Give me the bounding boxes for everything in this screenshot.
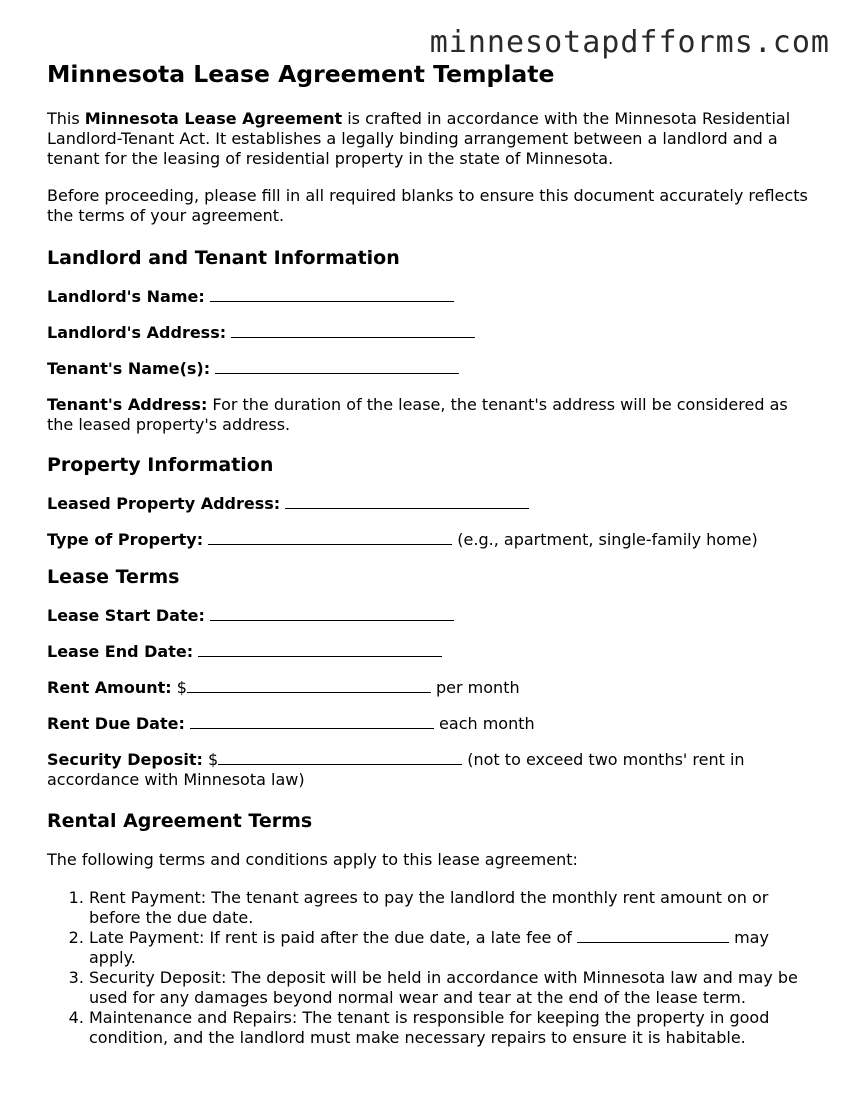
field-label: Tenant's Name(s): (47, 359, 211, 378)
currency-symbol: $ (171, 678, 187, 697)
tenant-names-field (47, 359, 817, 379)
landlord-name-field (47, 287, 817, 307)
instructions-paragraph: Before proceeding, please fill in all required blanks to ensure this document accurately reflects the terms of your agreement. (47, 186, 808, 225)
section-heading-landlord-tenant: Landlord and Tenant Information (47, 247, 400, 269)
field-label: Security Deposit: (47, 750, 203, 769)
document-title: Minnesota Lease Agreement Template (47, 60, 555, 88)
tenant-address-field (47, 395, 817, 435)
landlord-address-field (47, 323, 817, 343)
field-label: Lease Start Date: (47, 606, 205, 625)
security-deposit-suffix: (not to exceed two months' rent in accordance with Minnesota law) (47, 750, 745, 789)
rent-due-suffix: each month (433, 714, 535, 733)
section-heading-lease-terms: Lease Terms (47, 566, 180, 588)
field-label: Type of Property: (47, 530, 204, 549)
rent-due-blank[interactable] (190, 714, 434, 729)
field-label: Tenant's Address: (47, 395, 208, 414)
landlord-address-blank[interactable] (231, 323, 475, 338)
rental-terms-list (47, 888, 817, 1048)
tenant-address-text: For the duration of the lease, the tenant's address will be considered as the leased property's address. (47, 395, 788, 434)
list-item-text-rest: may apply. (89, 928, 769, 967)
lease-end-field (47, 642, 817, 662)
field-label: Lease End Date: (47, 642, 194, 661)
section-heading-rental-terms: Rental Agreement Terms (47, 810, 313, 832)
rent-due-field (47, 714, 817, 734)
property-address-blank[interactable] (285, 494, 529, 509)
tenant-names-blank[interactable] (215, 359, 459, 374)
field-label: Rent Due Date: (47, 714, 185, 733)
field-label: Rent Amount: (47, 678, 172, 697)
list-item: 4. Maintenance and Repairs: The tenant is responsible for keeping the property in good condition, and the landlord must make necessary repairs to ensure it is habitable. (89, 1008, 817, 1048)
field-label: Landlord's Name: (47, 287, 205, 306)
security-deposit-field (47, 750, 817, 790)
document-page (47, 58, 817, 1048)
intro-bold-text: Minnesota Lease Agreement (84, 109, 343, 128)
rent-amount-suffix: per month (430, 678, 520, 697)
intro-text-rest: is crafted in accordance with the Minnesota Residential Landlord-Tenant Act. It establishes a legally binding arrangement between a landlord and a tenant for the leasing of residential property in the state of Minnesota. (47, 109, 791, 168)
intro-paragraph (47, 109, 817, 169)
property-type-blank[interactable] (208, 530, 452, 545)
lease-end-blank[interactable] (198, 642, 442, 657)
property-type-field (47, 530, 817, 550)
field-label: Landlord's Address: (47, 323, 227, 342)
list-item-text: Late Payment: If rent is paid after the due date, a late fee of (89, 928, 572, 947)
landlord-name-blank[interactable] (210, 287, 454, 302)
rental-terms-lead: The following terms and conditions apply to this lease agreement: (47, 850, 578, 869)
watermark: minnesotapdfforms.com (429, 25, 830, 60)
rent-amount-field (47, 678, 817, 698)
security-deposit-blank[interactable] (218, 750, 462, 765)
list-item: 3. Security Deposit: The deposit will be held in accordance with Minnesota law and may be used for any damages beyond normal wear and tear at the end of the lease term. (89, 968, 817, 1008)
property-address-field (47, 494, 817, 514)
lease-start-field (47, 606, 817, 626)
property-type-hint: (e.g., apartment, single-family home) (452, 530, 758, 549)
list-item: 1. Rent Payment: The tenant agrees to pay the landlord the monthly rent amount on or before the due date. (89, 888, 817, 928)
late-fee-blank[interactable] (577, 928, 729, 943)
section-heading-property: Property Information (47, 454, 274, 476)
rent-amount-blank[interactable] (187, 678, 431, 693)
lease-start-blank[interactable] (210, 606, 454, 621)
currency-symbol: $ (202, 750, 219, 769)
intro-text: This (47, 109, 85, 128)
field-label: Leased Property Address: (47, 494, 281, 513)
list-item (89, 928, 817, 968)
